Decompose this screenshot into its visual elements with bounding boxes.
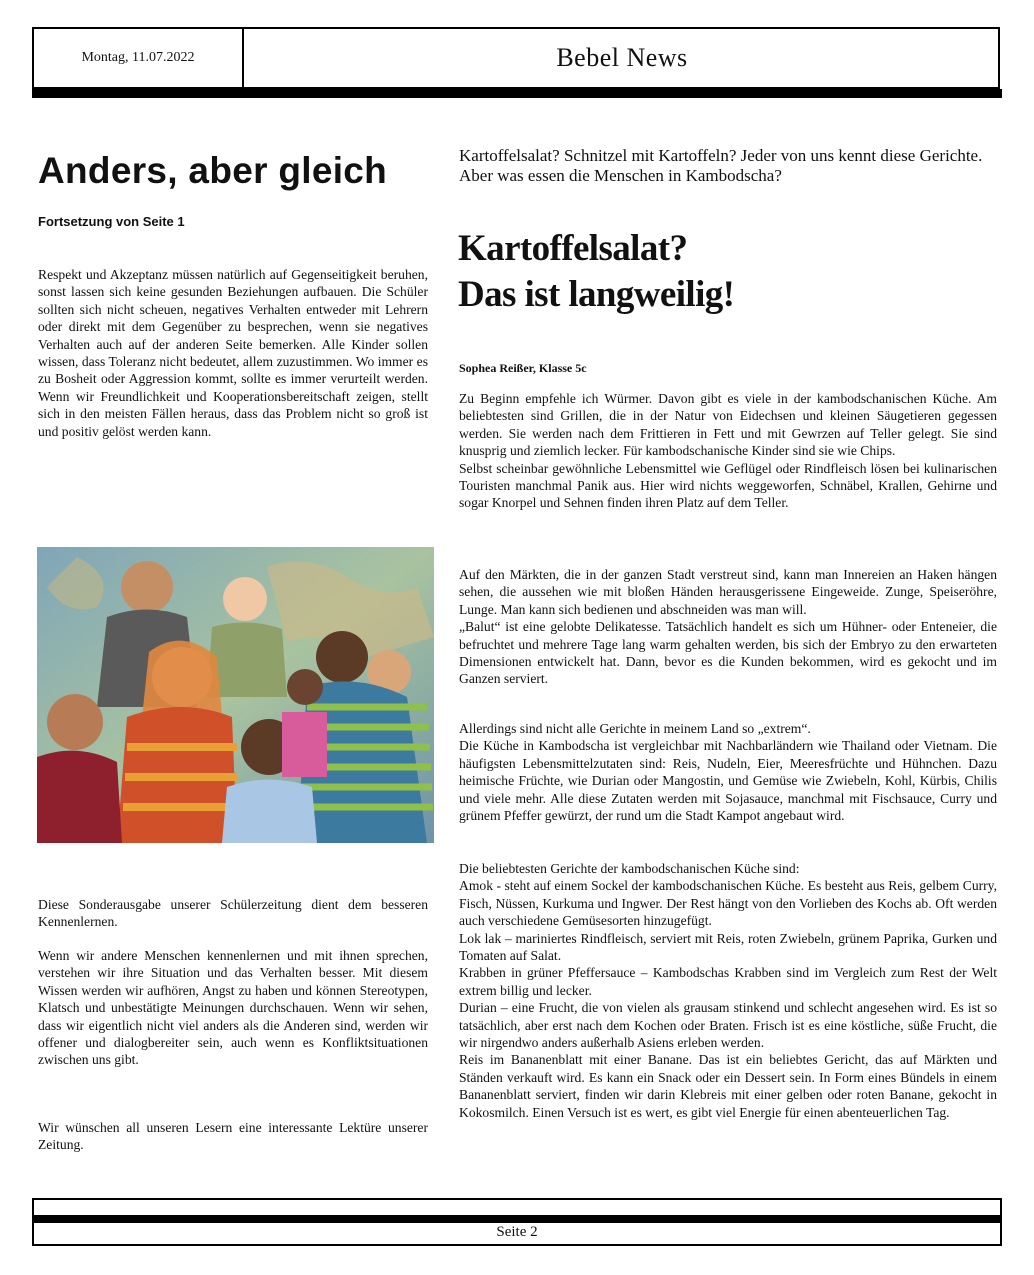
page-number: Seite 2 — [496, 1224, 538, 1240]
paragraph: Selbst scheinbar gewöhnliche Lebensmittel wie Geflügel oder Rindfleisch lösen bei kulinarischen Touristen manchmal Panik aus. Hier wird nichts weggeworfen, Schnäbel, Krallen, Gehirne und sogar Knorpel und Sehnen finden ihren Platz auf dem Teller. — [459, 460, 997, 511]
paragraph: Amok - steht auf einem Sockel der kambodschanischen Küche. Es besteht aus Reis, gelbem Curry, Fisch, Nüssen, Kurkuma und Ingwer. Der Rest hängt von den Vorlieben des Kochs ab. Oft werden auch verschiedene Gemüsesorten hinzugefügt. — [459, 878, 997, 929]
paragraph: Die beliebtesten Gerichte der kambodschanischen Küche sind: — [459, 861, 800, 876]
paragraph: Wenn wir andere Menschen kennenlernen und mit ihnen sprechen, verstehen wir ihre Situation und das Verhalten besser. Mit diesem Wissen werden wir aufhören, Angst zu haben und können Stereotypen, Klatsch und unbestätigte Meinungen durchschauen. Wenn wir sehen, dass wir eigentlich nicht viel anders als die Anderen sind, werden wir offener und dialogbereiter sein, auch wenn es Konfliktsituationen zwischen uns gibt. — [38, 948, 428, 1068]
paragraph: Krabben in grüner Pfeffersauce – Kambodschas Krabben sind im Vergleich zum Rest der Welt extrem billig und lecker. — [459, 965, 997, 998]
article-body-block — [459, 566, 997, 688]
headline-line: Das ist langweilig! — [458, 274, 735, 315]
children-photo — [37, 547, 434, 843]
paragraph: Auf den Märkten, die in der ganzen Stadt verstreut sind, kann man Innereien an Haken hängen sehen, die aussehen wie mit bloßen Händen herausgerissene Eingeweide. Zunge, Speiseröhre, Lunge. Man kann sich bedienen und abschneiden was man will. — [459, 567, 997, 617]
teaser-text: Kartoffelsalat? Schnitzel mit Kartoffeln? Jeder von uns kennt diese Gerichte. Aber was essen die Menschen in Kambodscha? — [459, 146, 983, 185]
paragraph: Lok lak – mariniertes Rindfleisch, serviert mit Reis, roten Zwiebeln, grünem Paprika, Gurken und Tomaten auf Salat. — [459, 930, 997, 964]
paragraph: Wir wünschen all unseren Lesern eine interessante Lektüre unserer Zeitung. — [38, 1120, 428, 1153]
paragraph: Zu Beginn empfehle ich Würmer. Davon gibt es viele in der kambodschanischen Küche. Am beliebtesten sind Grillen, die in der Natur von Eidechsen und kleinen Säugetieren gegessen werden. Sie werden nach dem Frittieren in Fett und mit Gewrzen auf Teller gelegt. Sie sind knusprig und ziemlich lecker. Für kambodschanische Kinder sind sie wie Chips. — [459, 391, 997, 459]
article-body-block — [459, 390, 997, 512]
masthead-rule — [32, 89, 1002, 98]
issue-date: Montag, 11.07.2022 — [81, 50, 195, 65]
paragraph: Allerdings sind nicht alle Gerichte in meinem Land so „extrem“. — [459, 721, 811, 736]
newspaper-title: Bebel News — [556, 43, 688, 72]
author-byline: Sophea Reißer, Klasse 5c — [459, 361, 587, 375]
paragraph: Diese Sonderausgabe unserer Schülerzeitung dient dem besseren Kennenlernen. — [38, 897, 428, 930]
article-headline-right — [458, 226, 734, 318]
article-headline-left: Anders, aber gleich — [38, 150, 388, 191]
article-body-block — [459, 860, 997, 1121]
footer-rule — [32, 1215, 1002, 1223]
paragraph: „Balut“ ist eine gelobte Delikatesse. Tatsächlich handelt es sich um Hühner- oder Enteneier, die befruchtet und mehrere Tage lang warm gehalten werden, bis sich der Embryo zu den erwarteten Dimensionen entwickelt hat. Dann, bevor es die Kunden bekommen, wird es gekocht und im Ganzen serviert. — [459, 619, 997, 687]
paragraph: Durian – eine Frucht, die von vielen als grausam stinkend und schlecht angesehen wird. Es ist so tatsächlich, aber erst nach dem Kochen oder Braten. Frisch ist es eine köstliche, süße Frucht, die wir nirgendwo anders außerhalb Asiens erleben werden. — [459, 1000, 997, 1051]
article-body-block — [459, 720, 997, 824]
continuation-note: Fortsetzung von Seite 1 — [38, 214, 185, 229]
headline-line: Kartoffelsalat? — [458, 228, 688, 269]
paragraph: Respekt und Akzeptanz müssen natürlich auf Gegenseitigkeit beruhen, sonst lassen sich keine gesunden Beziehungen aufbauen. Die Schüler sollten sich nicht scheuen, negatives Verhalten entweder mit Lehrern oder direkt mit dem Gegenüber zu besprechen, wenn sie negatives Verhalten auch auf der anderen Seite bemerken. Alle Kinder sollen wissen, dass Toleranz nicht bedeutet, allem zuzustimmen. Wo immer es zu Bosheit oder Aggression kommt, sollte es immer verurteilt werden. Wenn wir Freundlichkeit und Kooperationsbereitschaft zeigen, stellt sich in den meisten Fällen heraus, dass das Problem nicht so groß ist und positiv gelöst werden kann. — [38, 267, 428, 439]
paragraph: Reis im Bananenblatt mit einer Banane. Das ist ein beliebtes Gericht, das auf Märkten und Ständen verkauft wird. Es kann ein Snack oder ein Dessert sein. In Form eines Bündels in einem Bananenblatt serviert, finden wir darin Klebreis mit einer gelben oder roten Banane, gekocht in Kokosmilch. Einen Versuch ist es wert, es gibt viel Energie für einen abenteuerlichen Tag. — [459, 1052, 997, 1120]
paragraph: Die Küche in Kambodscha ist vergleichbar mit Nachbarländern wie Thailand oder Vietnam. Die häufigsten Lebensmittelzutaten sind: Reis, Nudeln, Eier, Meeresfrüchte und Hühnchen. Dazu heimische Früchte, wie Durian oder Mangostin, und Gemüse wie Zwiebeln, Kohl, Kürbis, Chilis und viele mehr. Alle diese Zutaten werden mit Sojasauce, manchmal mit Fischsauce, Curry und grünem Pfeffer gewürzt, der rund um die Stadt Kampot angebaut wird. — [459, 738, 997, 824]
